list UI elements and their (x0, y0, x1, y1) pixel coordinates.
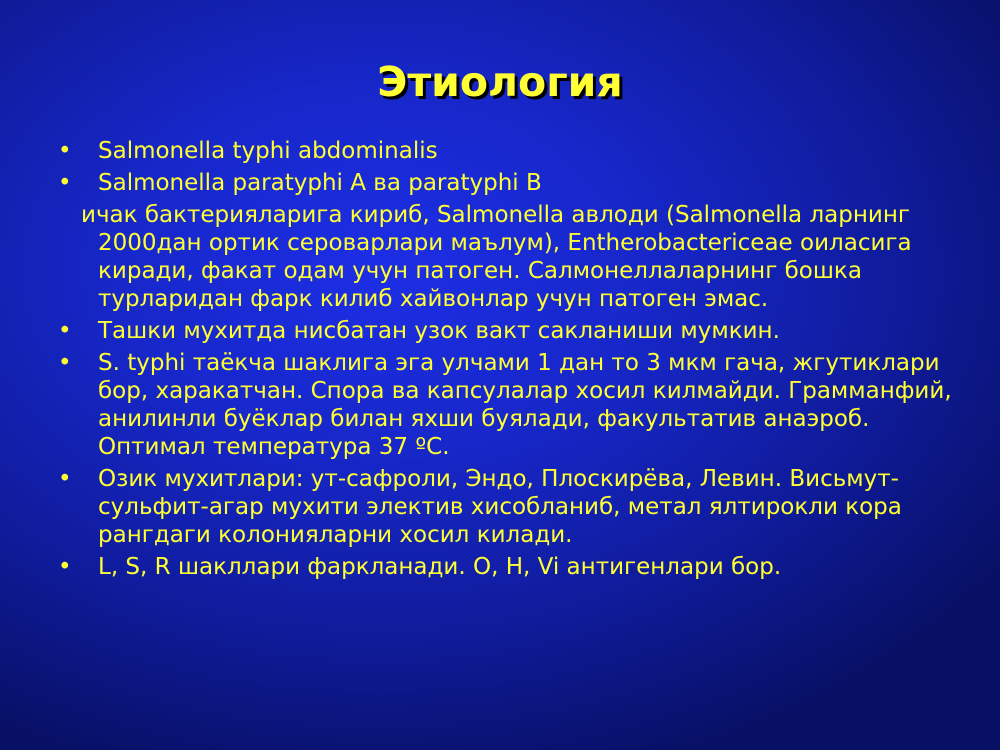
bullet-icon: • (58, 350, 72, 376)
list-item-text: Ташки мухитда нисбатан узок вакт сакланиши мумкин. (98, 318, 780, 344)
list-item-text: S. typhi таёкча шаклига эга улчами 1 дан то 3 мкм гача, жгутиклари бор, харакатчан. Спора ва капсулалар хосил килмайди. Грамманфий, анилинли буёклар билан яхши буялади, факультатив анаэроб. Оптимал температура 37 ºС. (98, 350, 952, 460)
list-item (58, 317, 958, 345)
bullet-list (58, 137, 958, 585)
list-item-text: Salmonella typhi abdominalis (98, 138, 438, 164)
list-item-continuation (58, 201, 958, 313)
slide-title: Этиология (377, 58, 623, 106)
bullet-icon: • (58, 318, 72, 344)
list-item (58, 465, 958, 549)
list-item-text: L, S, R шакллари фаркланади. O, H, Vi антигенлари бор. (98, 554, 782, 580)
list-item (58, 553, 958, 581)
list-item (58, 137, 958, 165)
bullet-icon: • (58, 170, 72, 196)
list-item-text: ичак бактерияларига кириб, Salmonella авлоди (Salmonella ларнинг 2000дан ортик сероварлари маълум), Entherobactericeae оиласига киради, факат одам учун патоген. Салмонеллаларнинг бошка турларидан фарк килиб хайвонлар учун патоген эмас. (81, 202, 912, 312)
bullet-icon: • (58, 466, 72, 492)
bullet-icon: • (58, 138, 72, 164)
list-item-text: Salmonella paratyphi A ва paratyphi B (98, 170, 542, 196)
list-item (58, 169, 958, 197)
list-item-text: Озик мухитлари: ут-сафроли, Эндо, Плоскирёва, Левин. Висьмут-сульфит-агар мухити электив хисобланиб, метал ялтирокли кора рангдаги колонияларни хосил килади. (98, 466, 902, 548)
list-item (58, 349, 958, 461)
bullet-icon: • (58, 554, 72, 580)
